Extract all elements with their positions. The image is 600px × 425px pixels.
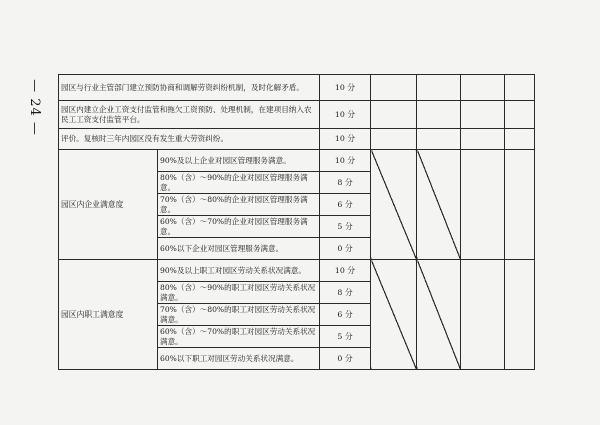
- blank-cell: [417, 129, 461, 150]
- score-cell: 0 分: [320, 238, 371, 260]
- blank-cell: [461, 150, 505, 260]
- blank-cell: [417, 101, 461, 129]
- diagonal-slash-cell: [417, 150, 461, 260]
- diagonal-slash-cell: [417, 260, 461, 370]
- score-cell: 10 分: [320, 75, 371, 101]
- score-cell: 10 分: [320, 150, 371, 172]
- criterion-text: 园区与行业主管部门建立预防协商和调解劳资纠纷机制，及时化解矛盾。: [59, 75, 320, 101]
- page-number-text: — 24 —: [26, 78, 42, 136]
- criterion-text: 60%以下职工对园区劳动关系状况满意。: [158, 348, 320, 370]
- blank-cell: [371, 75, 417, 101]
- scoring-table: [58, 74, 535, 370]
- table-row: [59, 260, 535, 282]
- criterion-text: 90%及以上企业对园区管理服务满意。: [158, 150, 320, 172]
- score-cell: 10 分: [320, 260, 371, 282]
- criterion-text: 60%以下企业对园区管理服务满意。: [158, 238, 320, 260]
- score-cell: 5 分: [320, 216, 371, 238]
- criterion-text: 园区内建立企业工资支付监管和拖欠工资预防、处理机制，在建项目纳入农民工工资支付监管平台。: [59, 101, 320, 129]
- score-cell: 10 分: [320, 129, 371, 150]
- score-cell: 8 分: [320, 282, 371, 304]
- criterion-text: 90%及以上职工对园区劳动关系状况满意。: [158, 260, 320, 282]
- page-number: [22, 72, 46, 142]
- blank-cell: [505, 75, 535, 101]
- blank-cell: [505, 129, 535, 150]
- table-row: [59, 150, 535, 172]
- blank-cell: [461, 101, 505, 129]
- blank-cell: [505, 101, 535, 129]
- criterion-text: 评价。复核时三年内园区没有发生重大劳资纠纷。: [59, 129, 320, 150]
- table-row: [59, 75, 535, 101]
- group-label-enterprise: 园区内企业满意度: [59, 150, 158, 260]
- blank-cell: [461, 260, 505, 370]
- criterion-text: 80%（含）～90%的职工对园区劳动关系状况满意。: [158, 282, 320, 304]
- blank-cell: [505, 260, 535, 370]
- table-row: [59, 129, 535, 150]
- criterion-text: 70%（含）～80%的企业对园区管理服务满意。: [158, 194, 320, 216]
- criterion-text: 60%（含）～70%的职工对园区劳动关系状况满意。: [158, 326, 320, 348]
- criterion-text: 60%（含）～70%的企业对园区管理服务满意。: [158, 216, 320, 238]
- table-row: [59, 101, 535, 129]
- diagonal-slash-cell: [371, 260, 417, 370]
- score-cell: 10 分: [320, 101, 371, 129]
- blank-cell: [371, 101, 417, 129]
- score-cell: 8 分: [320, 172, 371, 194]
- score-cell: 5 分: [320, 326, 371, 348]
- score-cell: 0 分: [320, 348, 371, 370]
- criterion-text: 80%（含）～90%的企业对园区管理服务满意。: [158, 172, 320, 194]
- score-cell: 6 分: [320, 304, 371, 326]
- blank-cell: [461, 129, 505, 150]
- blank-cell: [461, 75, 505, 101]
- blank-cell: [417, 75, 461, 101]
- criterion-text: 70%（含）～80%的职工对园区劳动关系状况满意。: [158, 304, 320, 326]
- score-cell: 6 分: [320, 194, 371, 216]
- blank-cell: [371, 129, 417, 150]
- group-label-worker: 园区内职工满意度: [59, 260, 158, 370]
- diagonal-slash-cell: [371, 150, 417, 260]
- blank-cell: [505, 150, 535, 260]
